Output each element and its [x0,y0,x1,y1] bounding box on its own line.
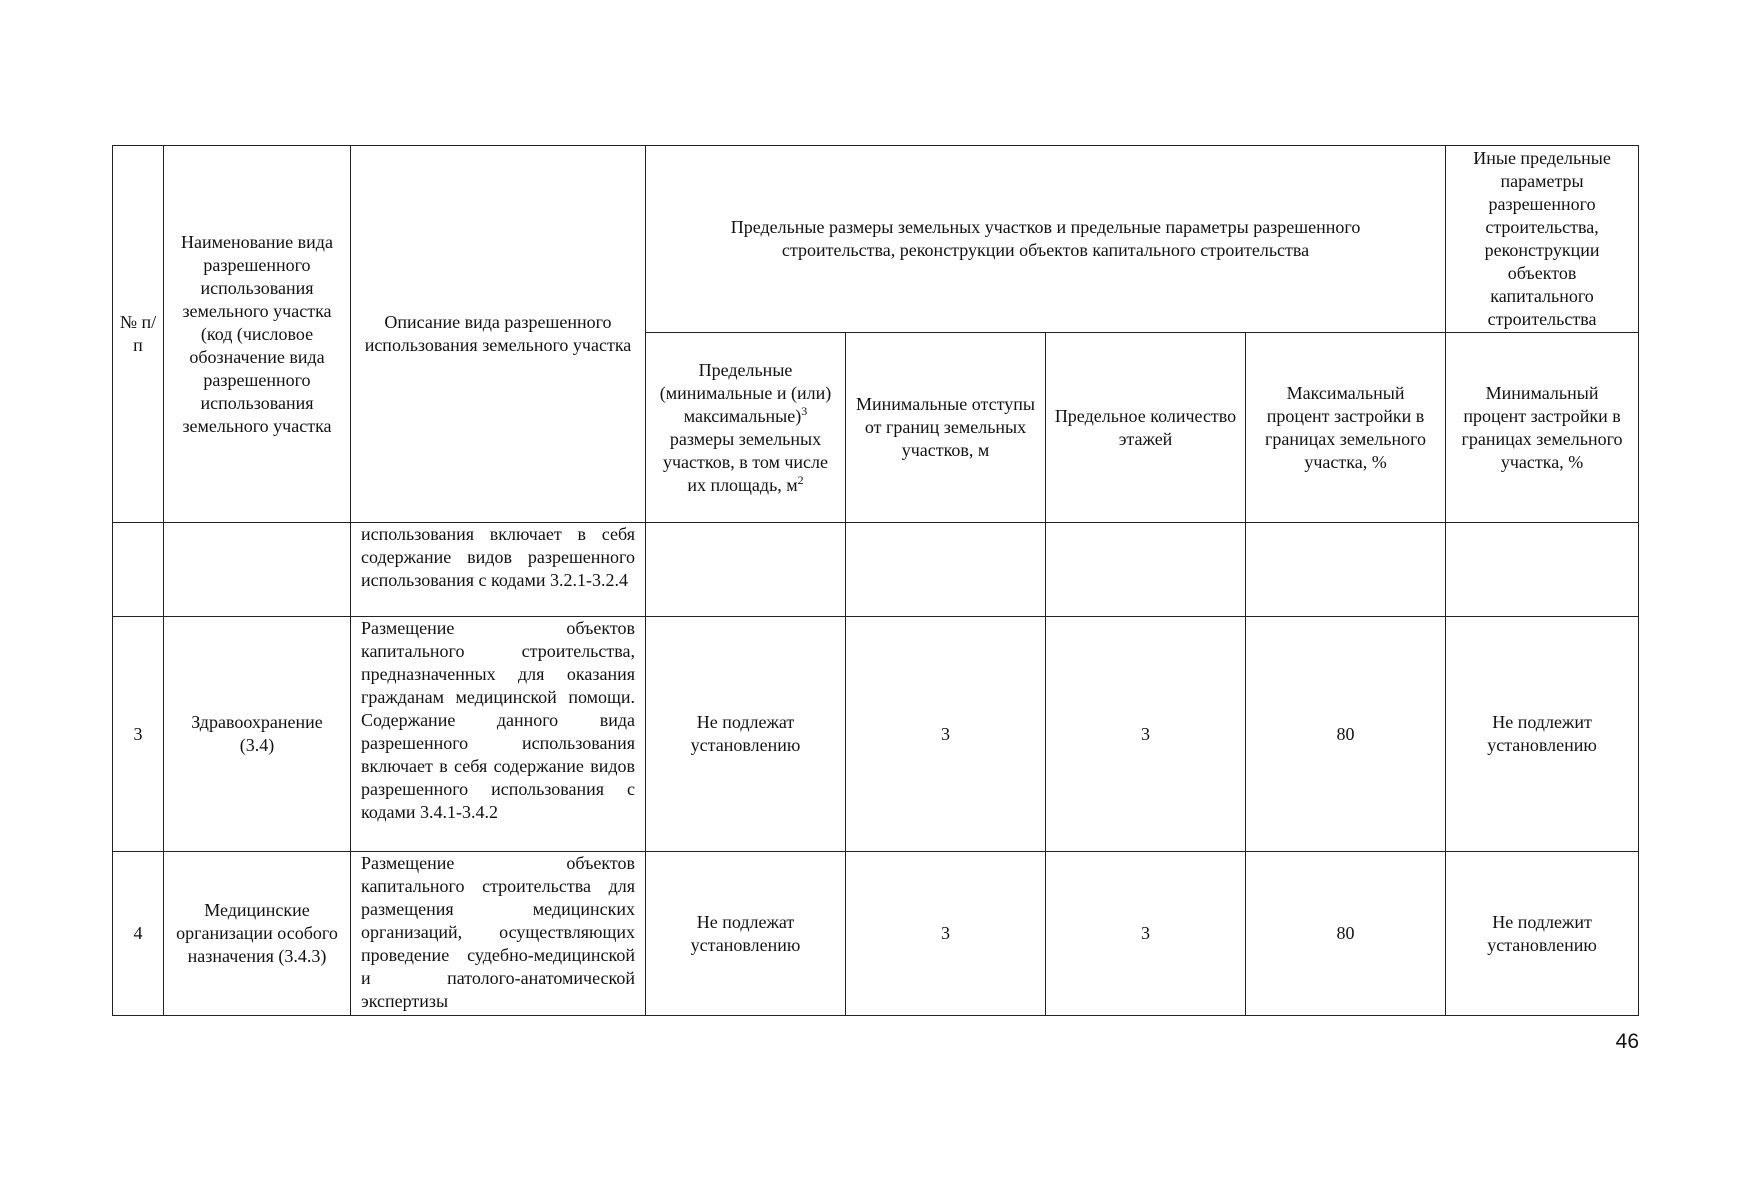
row-description: Размещение объектов капитального строительства, предназначенных для оказания гражданам медицинской помощи. Содержание данного вида разрешенного использования включает в себя содержание видов разрешенного использования с кодами 3.4.1-3.4.2 [351,617,646,852]
table-row [113,617,1639,852]
row-max-building-pct: 80 [1246,617,1446,852]
header-floors: Предельное количество этажей [1046,333,1246,523]
row-setbacks: 3 [846,852,1046,1016]
header-other-params: Иные предельные параметры разрешенного строительства, реконструкции объектов капитального строительства [1446,146,1639,333]
header-limits-group: Предельные размеры земельных участков и предельные параметры разрешенного строительства, реконструкции объектов капитального строительства [646,146,1446,333]
header-num: № п/п [113,146,164,523]
row-max-building-pct: 80 [1246,852,1446,1016]
row-plot-sizes [646,523,846,617]
row-plot-sizes: Не подлежат установлению [646,852,846,1016]
header-min-building-pct: Минимальный процент застройки в границах земельного участка, % [1446,333,1639,523]
header-name: Наименование вида разрешенного использования земельного участка (код (числовое обозначение вида разрешенного использования земельного участка [164,146,351,523]
header-max-building-pct: Максимальный процент застройки в границах земельного участка, % [1246,333,1446,523]
row-setbacks: 3 [846,617,1046,852]
row-setbacks [846,523,1046,617]
header-row-1 [113,146,1639,333]
row-num: 4 [113,852,164,1016]
row-plot-sizes: Не подлежат установлению [646,617,846,852]
table-row [113,852,1639,1016]
row-floors [1046,523,1246,617]
row-name: Медицинские организации особого назначения (3.4.3) [164,852,351,1016]
row-num: 3 [113,617,164,852]
row-num [113,523,164,617]
row-description: Размещение объектов капитального строительства для размещения медицинских организаций, осуществляющих проведение судебно-медицинской и патолого-анатомической экспертизы [351,852,646,1016]
row-floors: 3 [1046,617,1246,852]
page-number: 46 [1615,1030,1639,1053]
table-row [113,523,1639,617]
row-max-building-pct [1246,523,1446,617]
row-min-building-pct [1446,523,1639,617]
row-min-building-pct: Не подлежит установлению [1446,617,1639,852]
row-floors: 3 [1046,852,1246,1016]
land-use-regulations-table [112,145,1639,1016]
header-setbacks: Минимальные отступы от границ земельных участков, м [846,333,1046,523]
row-name: Здравоохранение (3.4) [164,617,351,852]
header-description: Описание вида разрешенного использования земельного участка [351,146,646,523]
row-name [164,523,351,617]
header-plot-sizes: Предельные (минимальные и (или) максимальные)$^3$ размеры земельных участков, в том числе их площадь, $м^2$ [646,333,846,523]
row-description: использования включает в себя содержание видов разрешенного использования с кодами 3.2.1-3.2.4 [351,523,646,617]
row-min-building-pct: Не подлежит установлению [1446,852,1639,1016]
